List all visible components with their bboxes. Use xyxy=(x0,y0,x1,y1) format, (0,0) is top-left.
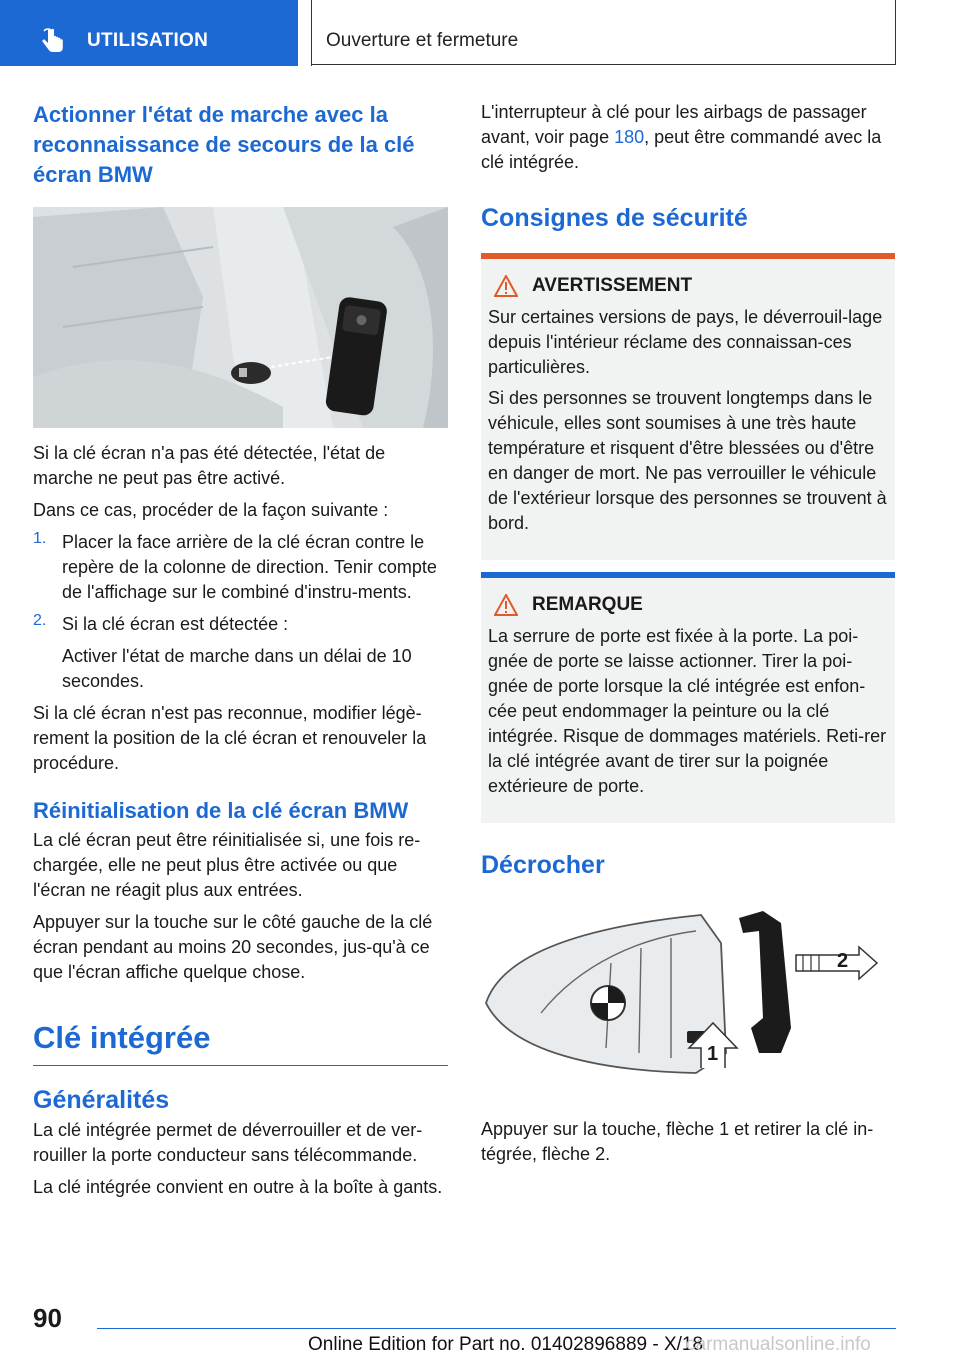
list-text: Placer la face arrière de la clé écran contre le repère de la colonne de direction. Tenir compte de l'affichage sur le combiné d'instru‐ments. xyxy=(62,532,437,602)
notice-text: La serrure de porte est fixée à la porte. La poi‐gnée de porte se laisse actionner. Tirer la poi‐gnée de porte lorsque la clé intégrée est enfon‐cée peut endommager la peinture ou la clé intégrée. Risque de dommages matériels. Reti‐rer la clé intégrée avant de tirer sur la poignée extérieure de porte. xyxy=(488,626,887,796)
list-item xyxy=(33,612,448,694)
chapter-title: UTILISATION xyxy=(87,30,209,51)
paragraph-text: , peut être commandé avec la clé intégrée. xyxy=(481,127,882,172)
warning-title-row xyxy=(488,275,888,297)
heading-integrated-key: Clé intégrée xyxy=(33,1020,211,1055)
paragraph: La clé intégrée convient en outre à la boîte à gants. xyxy=(33,1177,443,1197)
notice-box xyxy=(481,572,895,823)
paragraph: Si la clé écran n'est pas reconnue, modifier légè‐rement la position de la clé écran et renouveler la procédure. xyxy=(33,703,427,773)
notice-triangle-icon xyxy=(494,594,518,616)
list-subtext: Activer l'état de marche dans un délai de 10 secondes. xyxy=(62,646,412,691)
warning-text: Sur certaines versions de pays, le déverrouil‐lage depuis l'intérieur réclame des connaissan‐ces particulières. xyxy=(488,307,883,377)
key-removal-illustration xyxy=(481,903,895,1103)
warning-box xyxy=(481,253,895,560)
list-number: 2. xyxy=(33,612,47,629)
header-rule-right xyxy=(895,0,896,65)
right-column xyxy=(481,100,895,1167)
arrow-label-1: 1 xyxy=(707,1043,719,1065)
heading-unhook: Décrocher xyxy=(481,851,605,879)
list-item xyxy=(33,530,448,605)
heading-emergency-detection: Actionner l'état de marche avec la reconnaissance de secours de la clé écran BMW xyxy=(33,102,415,187)
heading-general: Généralités xyxy=(33,1086,170,1114)
edition-text: Online Edition for Part no. 01402896889 - X/18 xyxy=(308,1334,704,1355)
warning-triangle-icon xyxy=(494,275,518,297)
paragraph-text: L'interrupteur à clé pour les airbags de passager avant, voir page xyxy=(481,102,867,147)
arrow-label-2: 2 xyxy=(837,950,849,972)
section-title: Ouverture et fermeture xyxy=(326,30,519,51)
list-text: Si la clé écran est détectée : xyxy=(62,614,289,634)
paragraph xyxy=(481,100,895,175)
left-column xyxy=(33,100,448,1200)
header-divider xyxy=(311,0,312,66)
warning-title: AVERTISSEMENT xyxy=(532,275,693,296)
footer-rule xyxy=(97,1328,896,1329)
notice-title-row xyxy=(488,594,888,616)
paragraph: Appuyer sur la touche sur le côté gauche de la clé écran pendant au moins 20 secondes, jus‐qu'à ce que l'écran affiche quelque chose. xyxy=(33,912,433,982)
notice-title: REMARQUE xyxy=(532,594,643,615)
steering-column-illustration xyxy=(33,207,448,428)
paragraph: Si la clé écran n'a pas été détectée, l'état de marche ne peut pas être activé. xyxy=(33,443,386,488)
watermark-logo: carmanualsonline.info xyxy=(686,1334,871,1355)
heading-reset: Réinitialisation de la clé écran BMW xyxy=(33,798,409,823)
warning-text: Si des personnes se trouvent longtemps dans le véhicule, elles sont soumises à une très haute température et risquent d'être blessées ou d'être en danger de mort. Ne pas verrouiller le véhicule de l'extérieur lorsque des personnes se trouvent à bord. xyxy=(488,388,887,533)
paragraph: Appuyer sur la touche, flèche 1 et retirer la clé in‐tégrée, flèche 2. xyxy=(481,1119,874,1164)
paragraph: Dans ce cas, procéder de la façon suivante : xyxy=(33,500,389,520)
heading-rule xyxy=(33,1065,448,1066)
paragraph: La clé écran peut être réinitialisée si, une fois re‐chargée, elle ne peut plus être activée ou que l'écran ne réagit plus aux entrées. xyxy=(33,830,421,900)
heading-safety: Consignes de sécurité xyxy=(481,204,748,232)
notice-bar xyxy=(481,572,895,578)
steering-column-photo xyxy=(33,207,448,428)
hand-touch-icon xyxy=(38,27,68,57)
chapter-tab[interactable] xyxy=(0,0,298,66)
key-figure xyxy=(481,903,895,1103)
header-rule xyxy=(311,64,896,65)
paragraph: La clé intégrée permet de déverrouiller et de ver‐rouiller la porte conducteur sans télécommande. xyxy=(33,1120,423,1165)
page-link[interactable]: 180 xyxy=(614,127,645,147)
page-number: 90 xyxy=(33,1303,62,1333)
warning-bar xyxy=(481,253,895,259)
list-number: 1. xyxy=(33,530,47,547)
